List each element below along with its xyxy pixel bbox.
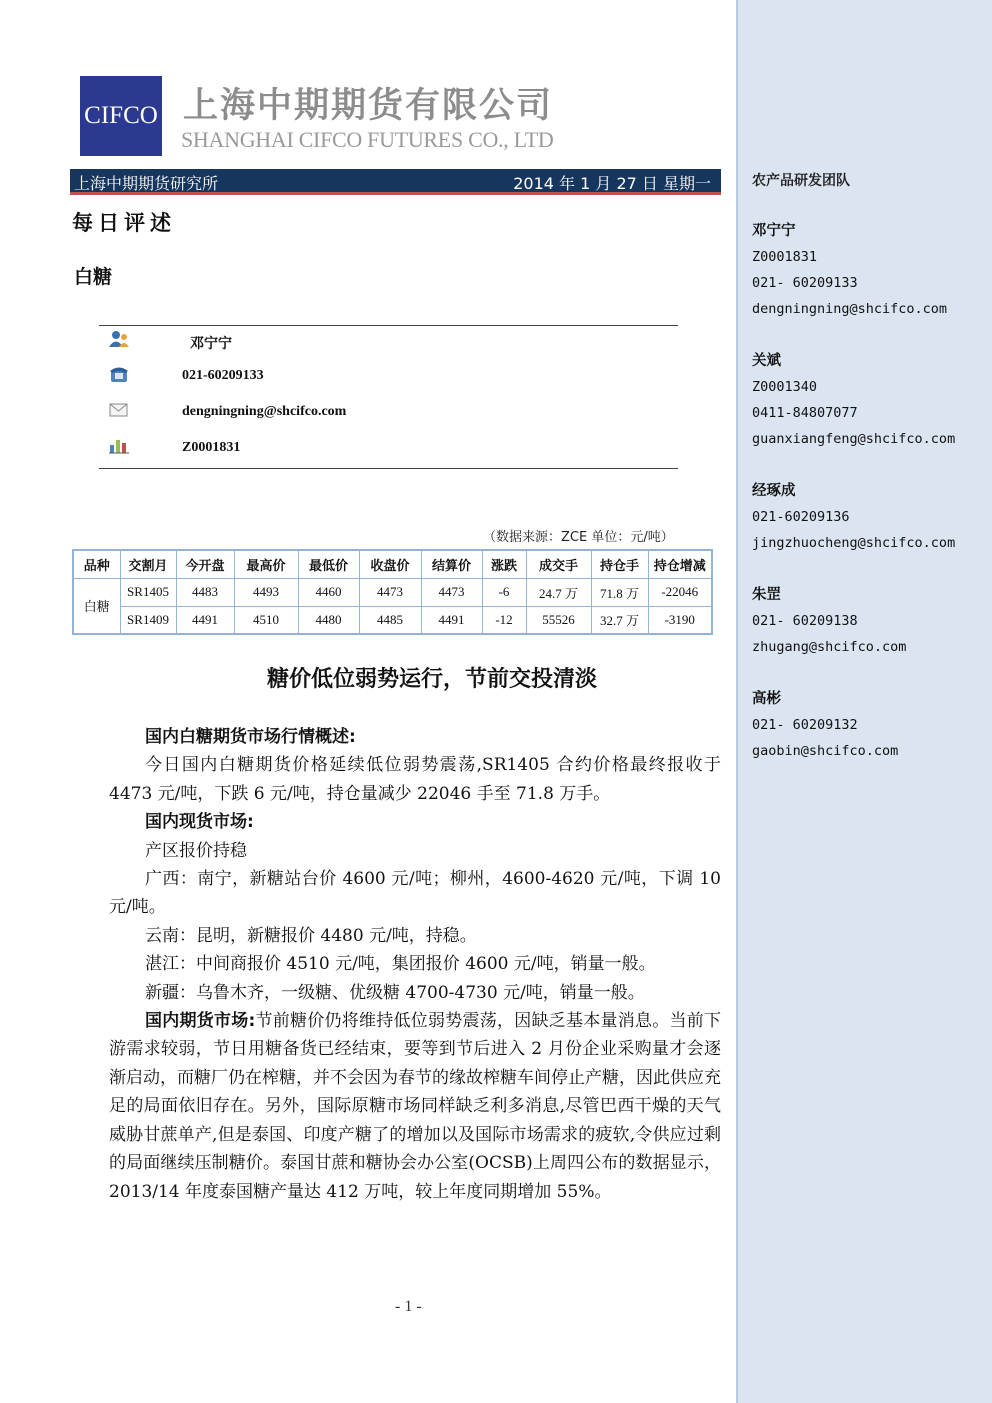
sidebar-contact <box>752 582 906 660</box>
table-cell: SR1409 <box>120 606 176 634</box>
person-icon <box>108 330 130 348</box>
table-cell: 4473 <box>421 578 482 606</box>
table-row <box>73 606 712 634</box>
contact-line: Z0001831 <box>752 249 818 265</box>
sidebar-contact <box>752 686 898 764</box>
contact-line: 021- 60209138 <box>752 613 858 629</box>
contact-line: 021- 60209133 <box>752 275 858 291</box>
divider <box>99 325 678 326</box>
table-header: 结算价 <box>421 550 482 578</box>
contact-line: Z0001340 <box>752 379 818 395</box>
sidebar <box>736 0 992 1403</box>
contact-line: zhugang@shcifco.com <box>752 639 907 655</box>
table-header: 涨跌 <box>482 550 526 578</box>
table-cell: 55526 <box>526 606 591 634</box>
company-name-cn: 上海中期期货有限公司 <box>183 86 554 126</box>
sidebar-team-title: 农产品研发团队 <box>752 173 850 189</box>
quote-table <box>72 549 713 635</box>
headline-text: 糖价低位弱势运行，节前交投清淡 <box>266 667 597 692</box>
table-cell: -6 <box>482 578 526 606</box>
header-bar <box>70 169 721 195</box>
table-cell-variety: 白糖 <box>73 578 120 634</box>
table-cell: 4510 <box>234 606 298 634</box>
table-cell: 4491 <box>176 606 234 634</box>
paragraph-text: 节前糖价仍将维持低位弱势震荡，因缺乏基本量消息。当前下游需求较弱，节日用糖备货已经结束，要等到节后进入 2 月份企业采购量才会逐渐启动，而糖厂仍在榨糖，并不会因为春节的缘故榨糖车间停止产糖，因此供应充足的局面依旧存在。另外，国际原糖市场同样缺乏利多消息,尽管巴西干燥的天气威胁甘蔗单产,但是泰国、印度产糖了的增加以及国际市场需求的疲软,令供应过剩的局面继续压制糖价。泰国甘蔗和糖协会办公室(OCSB)上周四公布的数据显示，2013/14 年度泰国糖产量达 412 万吨，较上年度同期增加 55%。 <box>109 1011 721 1202</box>
category-title: 白糖 <box>74 266 113 288</box>
table-header: 持仓增减 <box>648 550 712 578</box>
author-license: Z0001831 <box>182 440 241 455</box>
article-body <box>109 723 721 1206</box>
paragraph: 产区报价持稳 <box>145 840 247 861</box>
sidebar-contact <box>752 218 947 322</box>
table-cell: -22046 <box>648 578 712 606</box>
table-cell: 4480 <box>298 606 359 634</box>
table-header-row <box>73 550 712 578</box>
table-cell: SR1405 <box>120 578 176 606</box>
data-source-note: （数据来源：ZCE 单位：元/吨） <box>483 530 674 545</box>
paragraph <box>109 1007 721 1206</box>
table-cell: -3190 <box>648 606 712 634</box>
page-number: - 1 - <box>395 1298 422 1315</box>
table-cell: 4491 <box>421 606 482 634</box>
paragraph: 今日国内白糖期货价格延续低位弱势震荡,SR1405 合约价格最终报收于 4473 元/吨，下跌 6 元/吨，持仓量减少 22046 手至 71.8 万手。 <box>109 755 721 804</box>
table-header: 最低价 <box>298 550 359 578</box>
contact-line: gaobin@shcifco.com <box>752 743 899 759</box>
divider <box>99 468 678 469</box>
inline-heading: 国内期货市场: <box>145 1011 256 1032</box>
contact-line: guanxiangfeng@shcifco.com <box>752 431 956 447</box>
phone-icon <box>108 365 130 383</box>
table-header: 成交手 <box>526 550 591 578</box>
sidebar-contact <box>752 348 955 452</box>
author-email: dengningning@shcifco.com <box>182 404 347 419</box>
contact-line: jingzhuocheng@shcifco.com <box>752 535 956 551</box>
table-header: 今开盘 <box>176 550 234 578</box>
contact-name: 经琢成 <box>752 483 796 499</box>
heading: 国内现货市场: <box>145 812 254 833</box>
table-cell: 4483 <box>176 578 234 606</box>
heading: 国内白糖期货市场行情概述: <box>145 727 356 747</box>
table-header: 交割月 <box>120 550 176 578</box>
table-cell: 4493 <box>234 578 298 606</box>
contact-name: 邓宁宁 <box>752 223 796 239</box>
paragraph: 云南：昆明，新糖报价 4480 元/吨，持稳。 <box>145 925 477 946</box>
contact-name: 高彬 <box>752 691 781 707</box>
company-name-en: SHANGHAI CIFCO FUTURES CO., LTD <box>181 127 554 152</box>
table-cell: 32.7 万 <box>591 606 648 634</box>
contact-line: 0411-84807077 <box>752 405 858 421</box>
table-header: 品种 <box>73 550 120 578</box>
author-phone: 021-60209133 <box>182 368 264 383</box>
table-cell: 4485 <box>359 606 421 634</box>
table-header: 持仓手 <box>591 550 648 578</box>
table-cell: -12 <box>482 606 526 634</box>
contact-line: 021-60209136 <box>752 509 850 525</box>
company-logo: CIFCO <box>80 76 162 156</box>
table-cell: 71.8 万 <box>591 578 648 606</box>
paragraph: 湛江：中间商报价 4510 元/吨，集团报价 4600 元/吨，销量一般。 <box>145 954 656 975</box>
table-cell: 4460 <box>298 578 359 606</box>
contact-line: 021- 60209132 <box>752 717 858 733</box>
report-date: 2014 年 1 月 27 日 星期一 <box>513 174 711 193</box>
paragraph: 广西：南宁，新糖站台价 4600 元/吨；柳州，4600-4620 元/吨，下调 10 元/吨。 <box>109 869 721 918</box>
section-title: 每日评述 <box>72 211 176 235</box>
sidebar-contact <box>752 478 955 556</box>
contact-name: 关斌 <box>752 353 781 369</box>
contact-name: 朱罡 <box>752 587 781 603</box>
table-cell: 4473 <box>359 578 421 606</box>
author-name: 邓宁宁 <box>190 337 232 352</box>
table-cell: 24.7 万 <box>526 578 591 606</box>
table-row <box>73 578 712 606</box>
article-headline <box>0 662 736 693</box>
email-icon <box>108 401 130 419</box>
contact-line: dengningning@shcifco.com <box>752 301 948 317</box>
chart-icon <box>108 436 130 454</box>
table-header: 收盘价 <box>359 550 421 578</box>
institute-name: 上海中期期货研究所 <box>74 174 219 193</box>
paragraph: 新疆：乌鲁木齐，一级糖、优级糖 4700-4730 元/吨，销量一般。 <box>145 982 645 1003</box>
table-header: 最高价 <box>234 550 298 578</box>
